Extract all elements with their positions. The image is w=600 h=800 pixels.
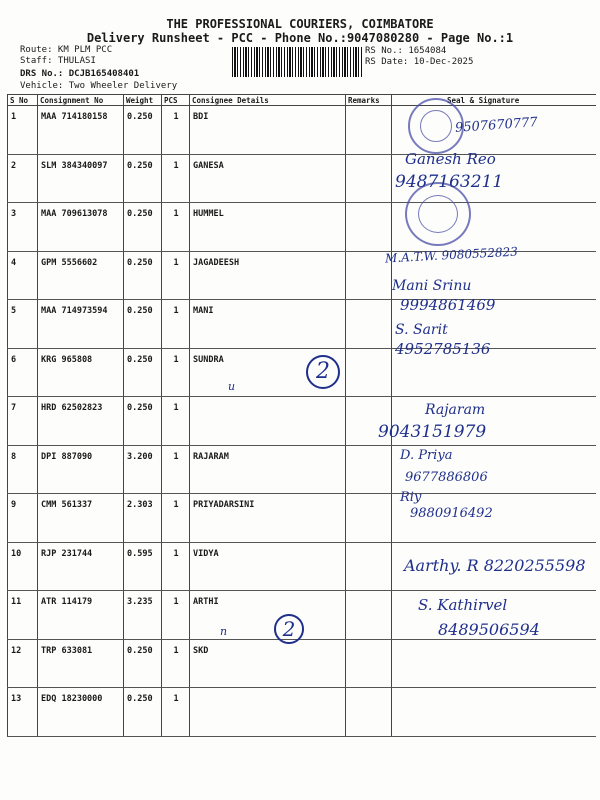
cell-weight: 0.250 xyxy=(124,688,162,737)
handwritten-name: Mani Srinu xyxy=(392,278,472,294)
cell-weight: 3.235 xyxy=(124,591,162,640)
handwritten-phone: 9880916492 xyxy=(410,506,493,521)
cell-weight: 0.250 xyxy=(124,203,162,252)
cell-sno: 6 xyxy=(8,348,38,397)
route-info: Route: KM PLM PCC xyxy=(20,45,113,55)
cell-pcs: 1 xyxy=(162,251,190,300)
table-row xyxy=(8,300,596,349)
cell-pcs: 1 xyxy=(162,300,190,349)
handwritten-phone: 9507670777 xyxy=(454,115,539,136)
handwritten-name: Riy xyxy=(400,490,422,505)
cell-sno: 4 xyxy=(8,251,38,300)
cell-pcs: 1 xyxy=(162,445,190,494)
col-remarks: Remarks xyxy=(346,95,392,106)
cell-pcs: 1 xyxy=(162,494,190,543)
cell-sno: 13 xyxy=(8,688,38,737)
table-row xyxy=(8,639,596,688)
handwritten-mark: u xyxy=(228,380,236,393)
col-pcs: PCS xyxy=(162,95,190,106)
cell-sno: 12 xyxy=(8,639,38,688)
staff-info: Staff: THULASI xyxy=(20,56,96,66)
cell-remarks xyxy=(346,688,392,737)
cell-remarks xyxy=(346,348,392,397)
handwritten-phone: 8489506594 xyxy=(438,620,540,639)
cell-consignee: GANESA xyxy=(190,154,346,203)
cell-weight: 2.303 xyxy=(124,494,162,543)
cell-pcs: 1 xyxy=(162,542,190,591)
handwritten-mark: n xyxy=(220,625,228,638)
cell-remarks xyxy=(346,494,392,543)
table-row xyxy=(8,203,596,252)
cell-consignment: RJP 231744 xyxy=(38,542,124,591)
cell-pcs: 1 xyxy=(162,639,190,688)
cell-consignment: MAA 714180158 xyxy=(38,106,124,155)
cell-signature xyxy=(392,688,596,737)
handwritten-note: M.A.T.W. 9080552823 xyxy=(384,244,519,266)
cell-pcs: 1 xyxy=(162,106,190,155)
cell-remarks xyxy=(346,591,392,640)
cell-sno: 1 xyxy=(8,106,38,155)
cell-weight: 0.250 xyxy=(124,397,162,446)
cell-weight: 0.250 xyxy=(124,639,162,688)
cell-consignee: PRIYADARSINI xyxy=(190,494,346,543)
table-row xyxy=(8,154,596,203)
cell-sno: 11 xyxy=(8,591,38,640)
cell-remarks xyxy=(346,639,392,688)
cell-consignee: HUMMEL xyxy=(190,203,346,252)
handwritten-name: Aarthy. R 8220255598 xyxy=(404,556,586,575)
cell-signature xyxy=(392,639,596,688)
handwritten-phone: 9043151979 xyxy=(378,422,487,442)
cell-pcs: 1 xyxy=(162,348,190,397)
cell-consignment: SLM 384340097 xyxy=(38,154,124,203)
cell-pcs: 1 xyxy=(162,688,190,737)
table-row xyxy=(8,397,596,446)
cell-weight: 0.250 xyxy=(124,106,162,155)
drs-number: DRS No.: DCJB165408401 xyxy=(20,69,140,79)
cell-consignee: VIDYA xyxy=(190,542,346,591)
cell-consignee: JAGADEESH xyxy=(190,251,346,300)
cell-weight: 3.200 xyxy=(124,445,162,494)
handwritten-phone: 9994861469 xyxy=(400,296,496,314)
cell-consignee: ARTHI xyxy=(190,591,346,640)
cell-consignment: EDQ 18230000 xyxy=(38,688,124,737)
cell-weight: 0.250 xyxy=(124,154,162,203)
cell-weight: 0.595 xyxy=(124,542,162,591)
cell-remarks xyxy=(346,154,392,203)
col-weight: Weight xyxy=(124,95,162,106)
col-seal: Seal & Signature xyxy=(392,95,596,106)
handwritten-phone: 9487163211 xyxy=(395,172,504,192)
rs-number: RS No.: 1654084 xyxy=(365,46,447,56)
runsheet-table xyxy=(7,94,596,737)
rs-date: RS Date: 10-Dec-2025 xyxy=(365,57,474,67)
cell-pcs: 1 xyxy=(162,203,190,252)
handwritten-name: S. Kathirvel xyxy=(418,596,508,614)
handwritten-mark: 2 xyxy=(274,614,304,644)
cell-consignment: GPM 5556602 xyxy=(38,251,124,300)
cell-pcs: 1 xyxy=(162,397,190,446)
cell-sno: 8 xyxy=(8,445,38,494)
handwritten-name: S. Sarit xyxy=(395,322,448,338)
cell-pcs: 1 xyxy=(162,154,190,203)
cell-sno: 3 xyxy=(8,203,38,252)
cell-remarks xyxy=(346,542,392,591)
cell-weight: 0.250 xyxy=(124,300,162,349)
cell-consignment: HRD 62502823 xyxy=(38,397,124,446)
cell-consignee xyxy=(190,688,346,737)
cell-consignment: CMM 561337 xyxy=(38,494,124,543)
cell-weight: 0.250 xyxy=(124,251,162,300)
table-row xyxy=(8,445,596,494)
table-header-row xyxy=(8,95,596,106)
cell-sno: 9 xyxy=(8,494,38,543)
cell-pcs: 1 xyxy=(162,591,190,640)
cell-consignment: MAA 714973594 xyxy=(38,300,124,349)
cell-sno: 5 xyxy=(8,300,38,349)
table-row xyxy=(8,688,596,737)
barcode xyxy=(232,47,362,77)
col-sno: S No xyxy=(8,95,38,106)
cell-weight: 0.250 xyxy=(124,348,162,397)
col-consignee: Consignee Details xyxy=(190,95,346,106)
company-name: THE PROFESSIONAL COURIERS, COIMBATORE xyxy=(166,17,434,31)
handwritten-phone: 4952785136 xyxy=(395,340,491,358)
cell-remarks xyxy=(346,106,392,155)
cell-sno: 7 xyxy=(8,397,38,446)
cell-consignee: SUNDRA xyxy=(190,348,346,397)
cell-consignment: MAA 709613078 xyxy=(38,203,124,252)
cell-consignee xyxy=(190,397,346,446)
handwritten-mark: 2 xyxy=(306,355,340,389)
cell-consignment: TRP 633081 xyxy=(38,639,124,688)
cell-consignee: RAJARAM xyxy=(190,445,346,494)
cell-sno: 10 xyxy=(8,542,38,591)
table-row xyxy=(8,494,596,543)
cell-remarks xyxy=(346,300,392,349)
cell-consignment: KRG 965808 xyxy=(38,348,124,397)
handwritten-name: D. Priya xyxy=(400,448,453,463)
cell-consignee: MANI xyxy=(190,300,346,349)
runsheet-title: Delivery Runsheet - PCC - Phone No.:9047080280 - Page No.:1 xyxy=(86,31,514,45)
cell-consignee: BDI xyxy=(190,106,346,155)
cell-remarks xyxy=(346,445,392,494)
table-row xyxy=(8,348,596,397)
col-consignment: Consignment No xyxy=(38,95,124,106)
handwritten-name: Rajaram xyxy=(425,402,486,418)
cell-consignment: ATR 114179 xyxy=(38,591,124,640)
handwritten-name: Ganesh Reo xyxy=(405,150,496,168)
cell-remarks xyxy=(346,203,392,252)
handwritten-phone: 9677886806 xyxy=(405,470,488,485)
cell-consignment: DPI 887090 xyxy=(38,445,124,494)
cell-consignee: SKD xyxy=(190,639,346,688)
cell-sno: 2 xyxy=(8,154,38,203)
vehicle-info: Vehicle: Two Wheeler Delivery xyxy=(20,81,178,91)
